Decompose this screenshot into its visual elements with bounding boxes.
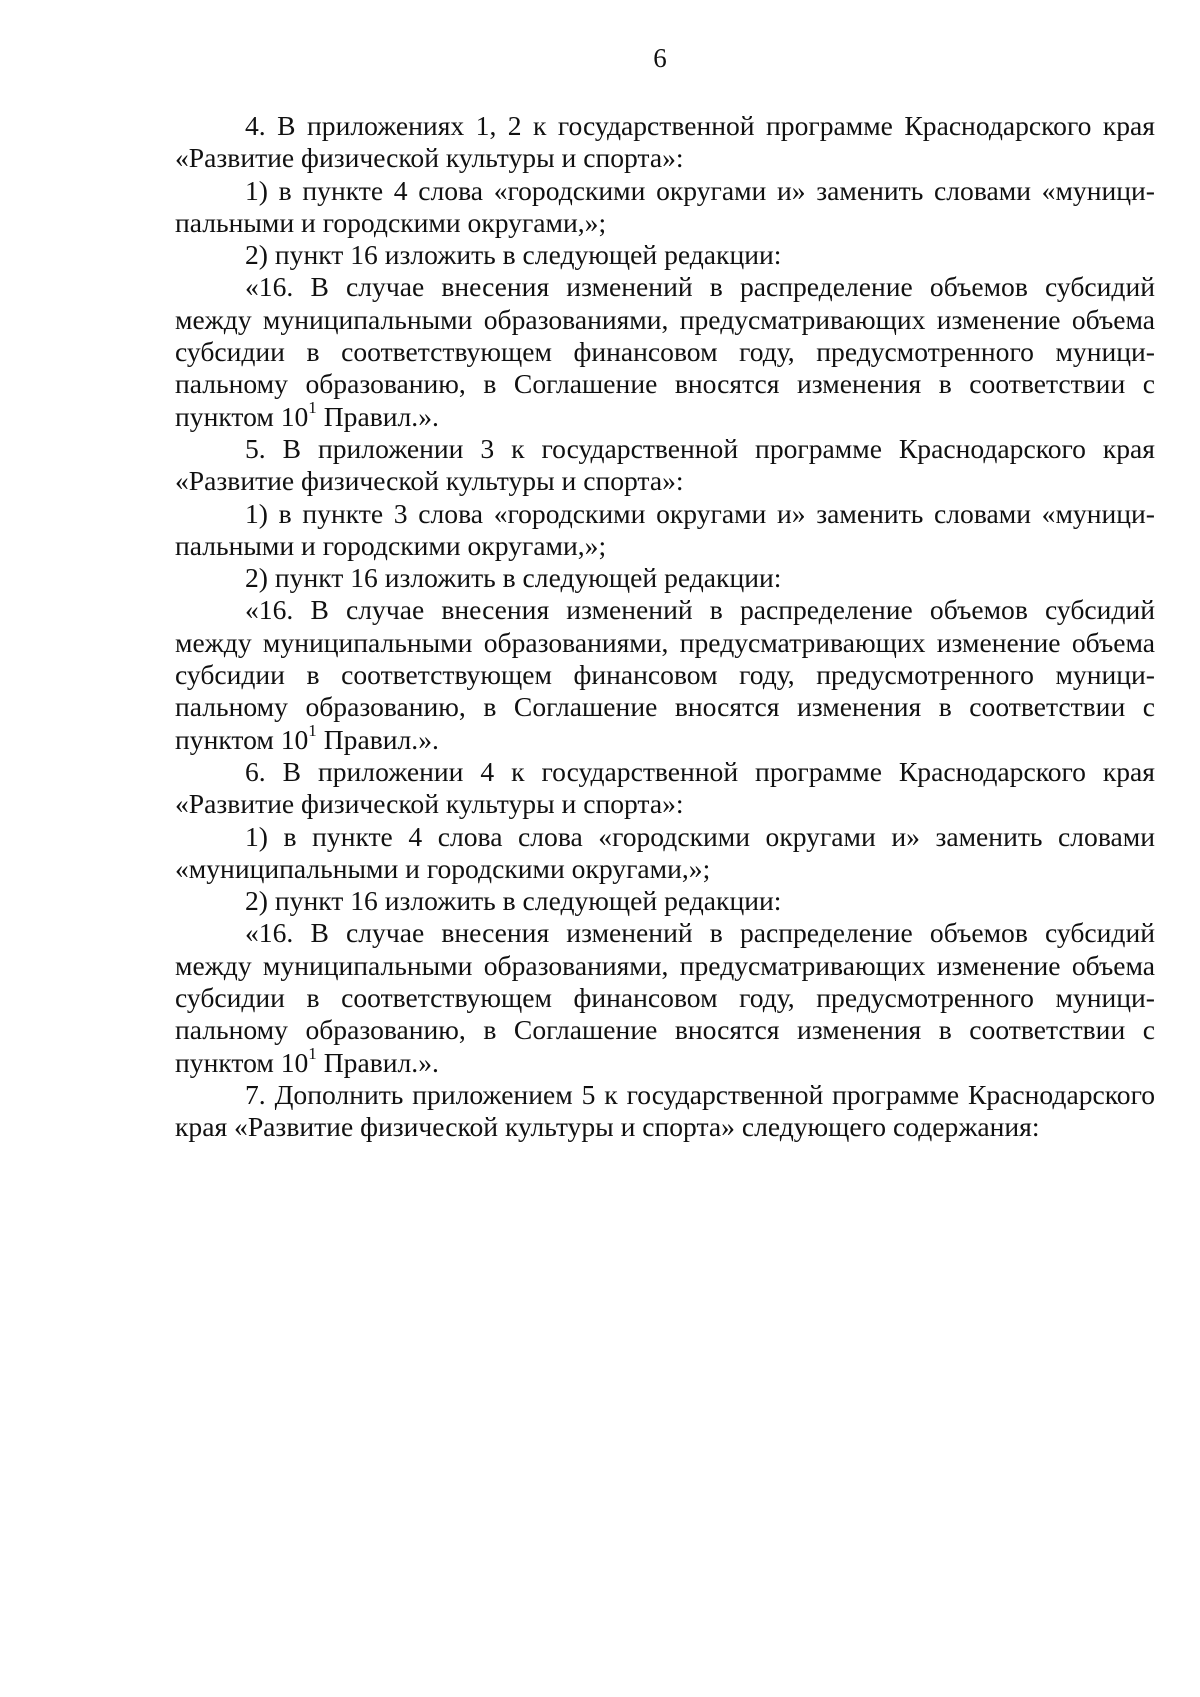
paragraph-item-6-quote: «16. В случае внесения изменений в распределение объемов субсидий между муниципальными образованиями, предусматривающих изменение объема субсидии в соответствующем финансовом году, предусмотренного муниципальному образованию, в Соглашение вносятся изменения в соответствии с пунктом $10^1$ Правил.». xyxy=(175,917,1155,1078)
paragraph-item-4-quote: «16. В случае внесения изменений в распределение объемов субсидий между муниципальными образованиями, предусматривающих изменение объема субсидии в соответствующем финансовом году, предусмотренного муниципальному образованию, в Соглашение вносятся изменения в соответствии с пунктом $10^1$ Правил.». xyxy=(175,271,1155,432)
document-body xyxy=(175,110,1155,1144)
paragraph-item-4-intro: 4. В приложениях 1, 2 к государственной программе Краснодарского края «Развитие физической культуры и спорта»: xyxy=(175,110,1155,174)
paragraph-item-7: 7. Дополнить приложением 5 к государственной программе Краснодарского края «Развитие физической культуры и спорта» следующего содержания: xyxy=(175,1078,1155,1143)
paragraph-item-5-sub-1: 1) в пункте 3 слова «городскими округами и» заменить словами «муниципальными и городскими округами,»; xyxy=(175,497,1155,561)
paragraph-item-4-sub-1: 1) в пункте 4 слова «городскими округами и» заменить словами «муниципальными и городскими округами,»; xyxy=(175,174,1155,238)
paragraph-item-6-intro: 6. В приложении 4 к государственной программе Краснодарского края «Развитие физической культуры и спорта»: xyxy=(175,755,1155,820)
paragraph-item-5-intro: 5. В приложении 3 к государственной программе Краснодарского края «Развитие физической культуры и спорта»: xyxy=(175,432,1155,497)
paragraph-item-5-sub-2: 2) пункт 16 изложить в следующей редакции: xyxy=(245,562,782,594)
page-number: 6 xyxy=(653,43,667,73)
paragraph-item-6-sub-1: 1) в пункте 4 слова слова «городскими округами и» заменить словами «муниципальными и городскими округами,»; xyxy=(175,820,1155,884)
paragraph-item-5-quote: «16. В случае внесения изменений в распределение объемов субсидий между муниципальными образованиями, предусматривающих изменение объема субсидии в соответствующем финансовом году, предусмотренного муниципальному образованию, в Соглашение вносятся изменения в соответствии с пунктом $10^1$ Правил.». xyxy=(175,594,1155,755)
paragraph-item-6-sub-2: 2) пункт 16 изложить в следующей редакции: xyxy=(245,885,782,917)
paragraph-item-4-sub-2: 2) пункт 16 изложить в следующей редакции: xyxy=(245,239,782,271)
